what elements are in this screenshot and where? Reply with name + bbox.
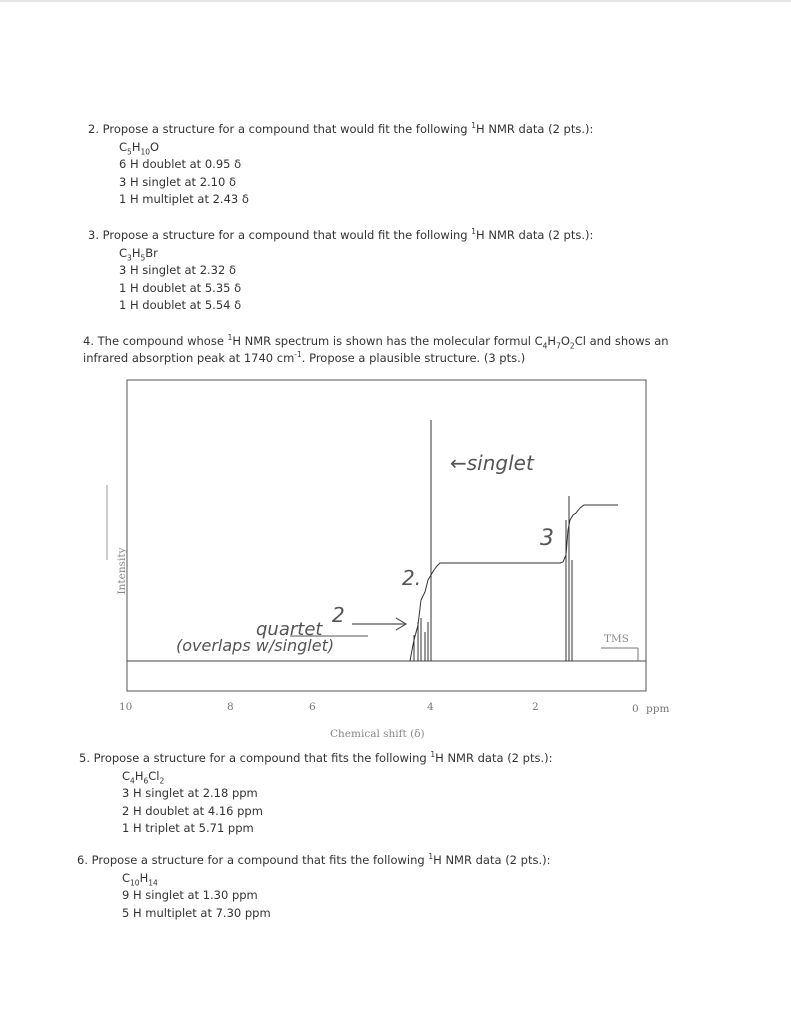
question-3-data-line: 1 H doublet at 5.35 δ — [119, 280, 242, 295]
question-6-formula: $C_{10}H_{14}$ — [122, 870, 158, 887]
question-5-data-line: 1 H triplet at 5.71 ppm — [122, 821, 254, 836]
question-2-prompt: 2. Propose a structure for a compound that would fit the following $^1$H NMR data (2 pts.): — [88, 121, 594, 136]
annotation-quartet-integral: 2 — [332, 603, 345, 627]
tick-label: 0 — [632, 703, 639, 715]
question-5-formula: $C_4H_6Cl_2$ — [122, 768, 165, 785]
y-axis-label: Intensity — [116, 547, 128, 595]
annotation-quartet: quartet — [256, 619, 323, 640]
tick-label: 10 — [119, 701, 133, 713]
question-3-prompt: 3. Propose a structure for a compound that would fit the following $^1$H NMR data (2 pts.): — [88, 227, 594, 242]
question-4-prompt-line-1: 4. The compound whose $^1$H NMR spectrum is shown has the molecular formul $C_4H_7O_2Cl$ and shows an — [83, 333, 669, 351]
quartet-peaks — [414, 420, 431, 661]
question-6-data-line: 5 H multiplet at 7.30 ppm — [122, 905, 271, 920]
x-axis-unit: ppm — [646, 703, 670, 715]
annotation-integral-3: 3 — [540, 526, 554, 551]
tick-label: 8 — [227, 701, 234, 713]
annotation-overlaps: (overlaps w/singlet) — [176, 636, 335, 655]
question-6-data-line: 9 H singlet at 1.30 ppm — [122, 888, 258, 903]
question-6-prompt: 6. Propose a structure for a compound that fits the following $^1$H NMR data (2 pts.): — [77, 852, 551, 867]
question-3-data-line: 3 H singlet at 2.32 δ — [119, 263, 236, 278]
tick-label: 4 — [427, 701, 434, 713]
question-5-data-line: 2 H doublet at 4.16 ppm — [122, 803, 263, 818]
tick-label: 2 — [532, 701, 539, 713]
question-2-data-line: 6 H doublet at 0.95 δ — [119, 157, 242, 172]
question-2-data-line: 1 H multiplet at 2.43 δ — [119, 192, 249, 207]
integral-trace — [410, 505, 618, 661]
tick-label: 6 — [309, 701, 316, 713]
question-5 — [79, 750, 552, 838]
question-2-formula: $C_5H_{10}O$ — [119, 139, 160, 156]
question-6 — [77, 852, 550, 922]
question-5-data-line: 3 H singlet at 2.18 ppm — [122, 786, 258, 801]
question-4-prompt-line-2: infrared absorption peak at 1740 $cm^{-1}$. Propose a plausible structure. (3 pts.) — [83, 350, 526, 365]
x-axis-label: Chemical shift (δ) — [330, 728, 425, 740]
singlet-peaks — [566, 496, 572, 661]
question-5-prompt: 5. Propose a structure for a compound that fits the following $^1$H NMR data (2 pts.): — [79, 750, 553, 765]
question-3-data-line: 1 H doublet at 5.54 δ — [119, 298, 242, 313]
question-3-formula: $C_3H_5Br$ — [119, 245, 158, 262]
question-2-data-line: 3 H singlet at 2.10 δ — [119, 174, 236, 189]
annotation-singlet: ←singlet — [450, 451, 534, 475]
tms-label: TMS — [604, 633, 629, 645]
annotation-integral-2: 2. — [402, 566, 422, 590]
